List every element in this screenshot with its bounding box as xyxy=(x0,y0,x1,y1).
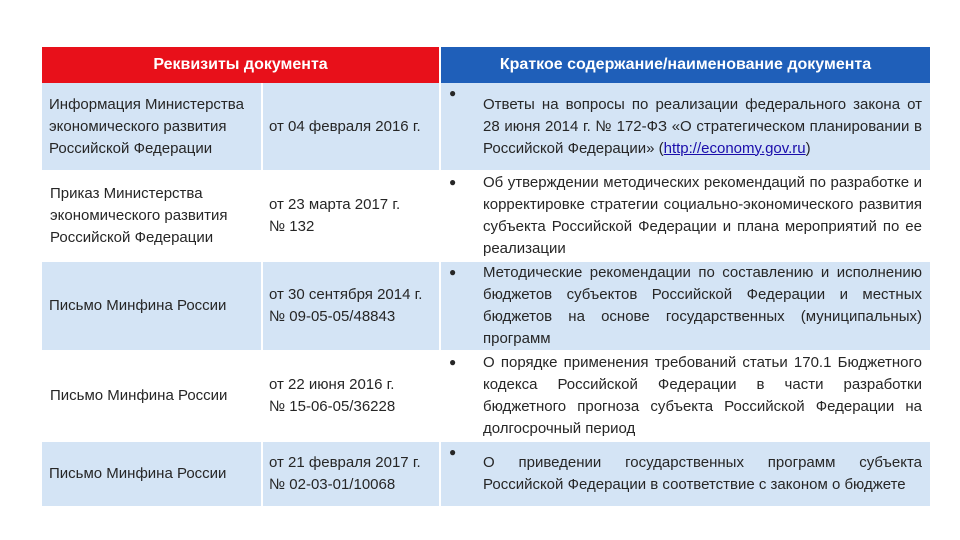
doc-content-text: Ответы на вопросы по реализации федерального закона от 28 июня 2014 г. № 172-ФЗ «О стратегическом планировании в Российской Федерации» ( xyxy=(483,95,922,157)
doc-content: Методические рекомендации по составлению и исполнению бюджетов субъектов Российской Федерации и местных бюджетов на основе государственных (муниципальных) программ xyxy=(483,264,922,347)
table-row xyxy=(42,83,930,171)
doc-date: от 22 июня 2016 г. xyxy=(269,376,395,393)
doc-content: О приведении государственных программ субъекта Российской Федерации в соответствие с законом о бюджете xyxy=(483,454,922,493)
doc-content: Об утверждении методических рекомендаций по разработке и корректировке стратегии социально-экономического развития субъекта Российской Федерации и плана мероприятий по ее реализации xyxy=(483,174,922,257)
date-cell xyxy=(262,261,440,351)
bullet-dot-icon: ● xyxy=(449,355,457,369)
table-row xyxy=(42,351,930,441)
documents-table xyxy=(41,47,930,508)
table-row xyxy=(42,441,930,507)
bullet-dot-icon: ● xyxy=(449,175,457,189)
content-cell xyxy=(440,351,930,441)
issuer-cell: Письмо Минфина России xyxy=(42,351,262,441)
date-cell xyxy=(262,171,440,261)
doc-number: № 09-05-05/48843 xyxy=(269,308,396,325)
content-cell xyxy=(440,441,930,507)
content-cell xyxy=(440,171,930,261)
doc-content-tail: ) xyxy=(805,139,811,157)
bullet-dot-icon: ● xyxy=(449,265,457,279)
content-cell xyxy=(440,83,930,171)
doc-content xyxy=(483,94,922,160)
bullet-dot-icon: ● xyxy=(449,86,457,100)
economy-link[interactable]: http://economy.gov.ru xyxy=(663,139,806,157)
table-row xyxy=(42,261,930,351)
doc-date: от 04 февраля 2016 г. xyxy=(269,117,421,135)
doc-number: № 132 xyxy=(269,218,315,235)
content-cell xyxy=(440,261,930,351)
issuer-cell: Информация Министерства экономического развития Российской Федерации xyxy=(42,83,262,171)
doc-number: № 15-06-05/36228 xyxy=(269,398,396,415)
doc-date: от 23 марта 2017 г. xyxy=(269,196,401,213)
doc-date: от 21 февраля 2017 г. xyxy=(269,454,421,471)
issuer-cell: Приказ Министерства экономического развития Российской Федерации xyxy=(42,171,262,261)
date-cell xyxy=(262,83,440,171)
date-cell xyxy=(262,441,440,507)
header-requisites: Реквизиты документа xyxy=(42,47,440,83)
header-content: Краткое содержание/наименование документа xyxy=(440,47,930,83)
date-cell xyxy=(262,351,440,441)
bullet-dot-icon: ● xyxy=(449,445,457,459)
issuer-cell: Письмо Минфина России xyxy=(42,261,262,351)
table-row xyxy=(42,171,930,261)
issuer-cell: Письмо Минфина России xyxy=(42,441,262,507)
doc-date: от 30 сентября 2014 г. xyxy=(269,286,423,303)
table-header-row xyxy=(42,47,930,83)
doc-number: № 02-03-01/10068 xyxy=(269,476,396,493)
doc-content: О порядке применения требований статьи 170.1 Бюджетного кодекса Российской Федерации в части разработки бюджетного прогноза субъекта Российской Федерации на долгосрочный период xyxy=(483,354,922,437)
